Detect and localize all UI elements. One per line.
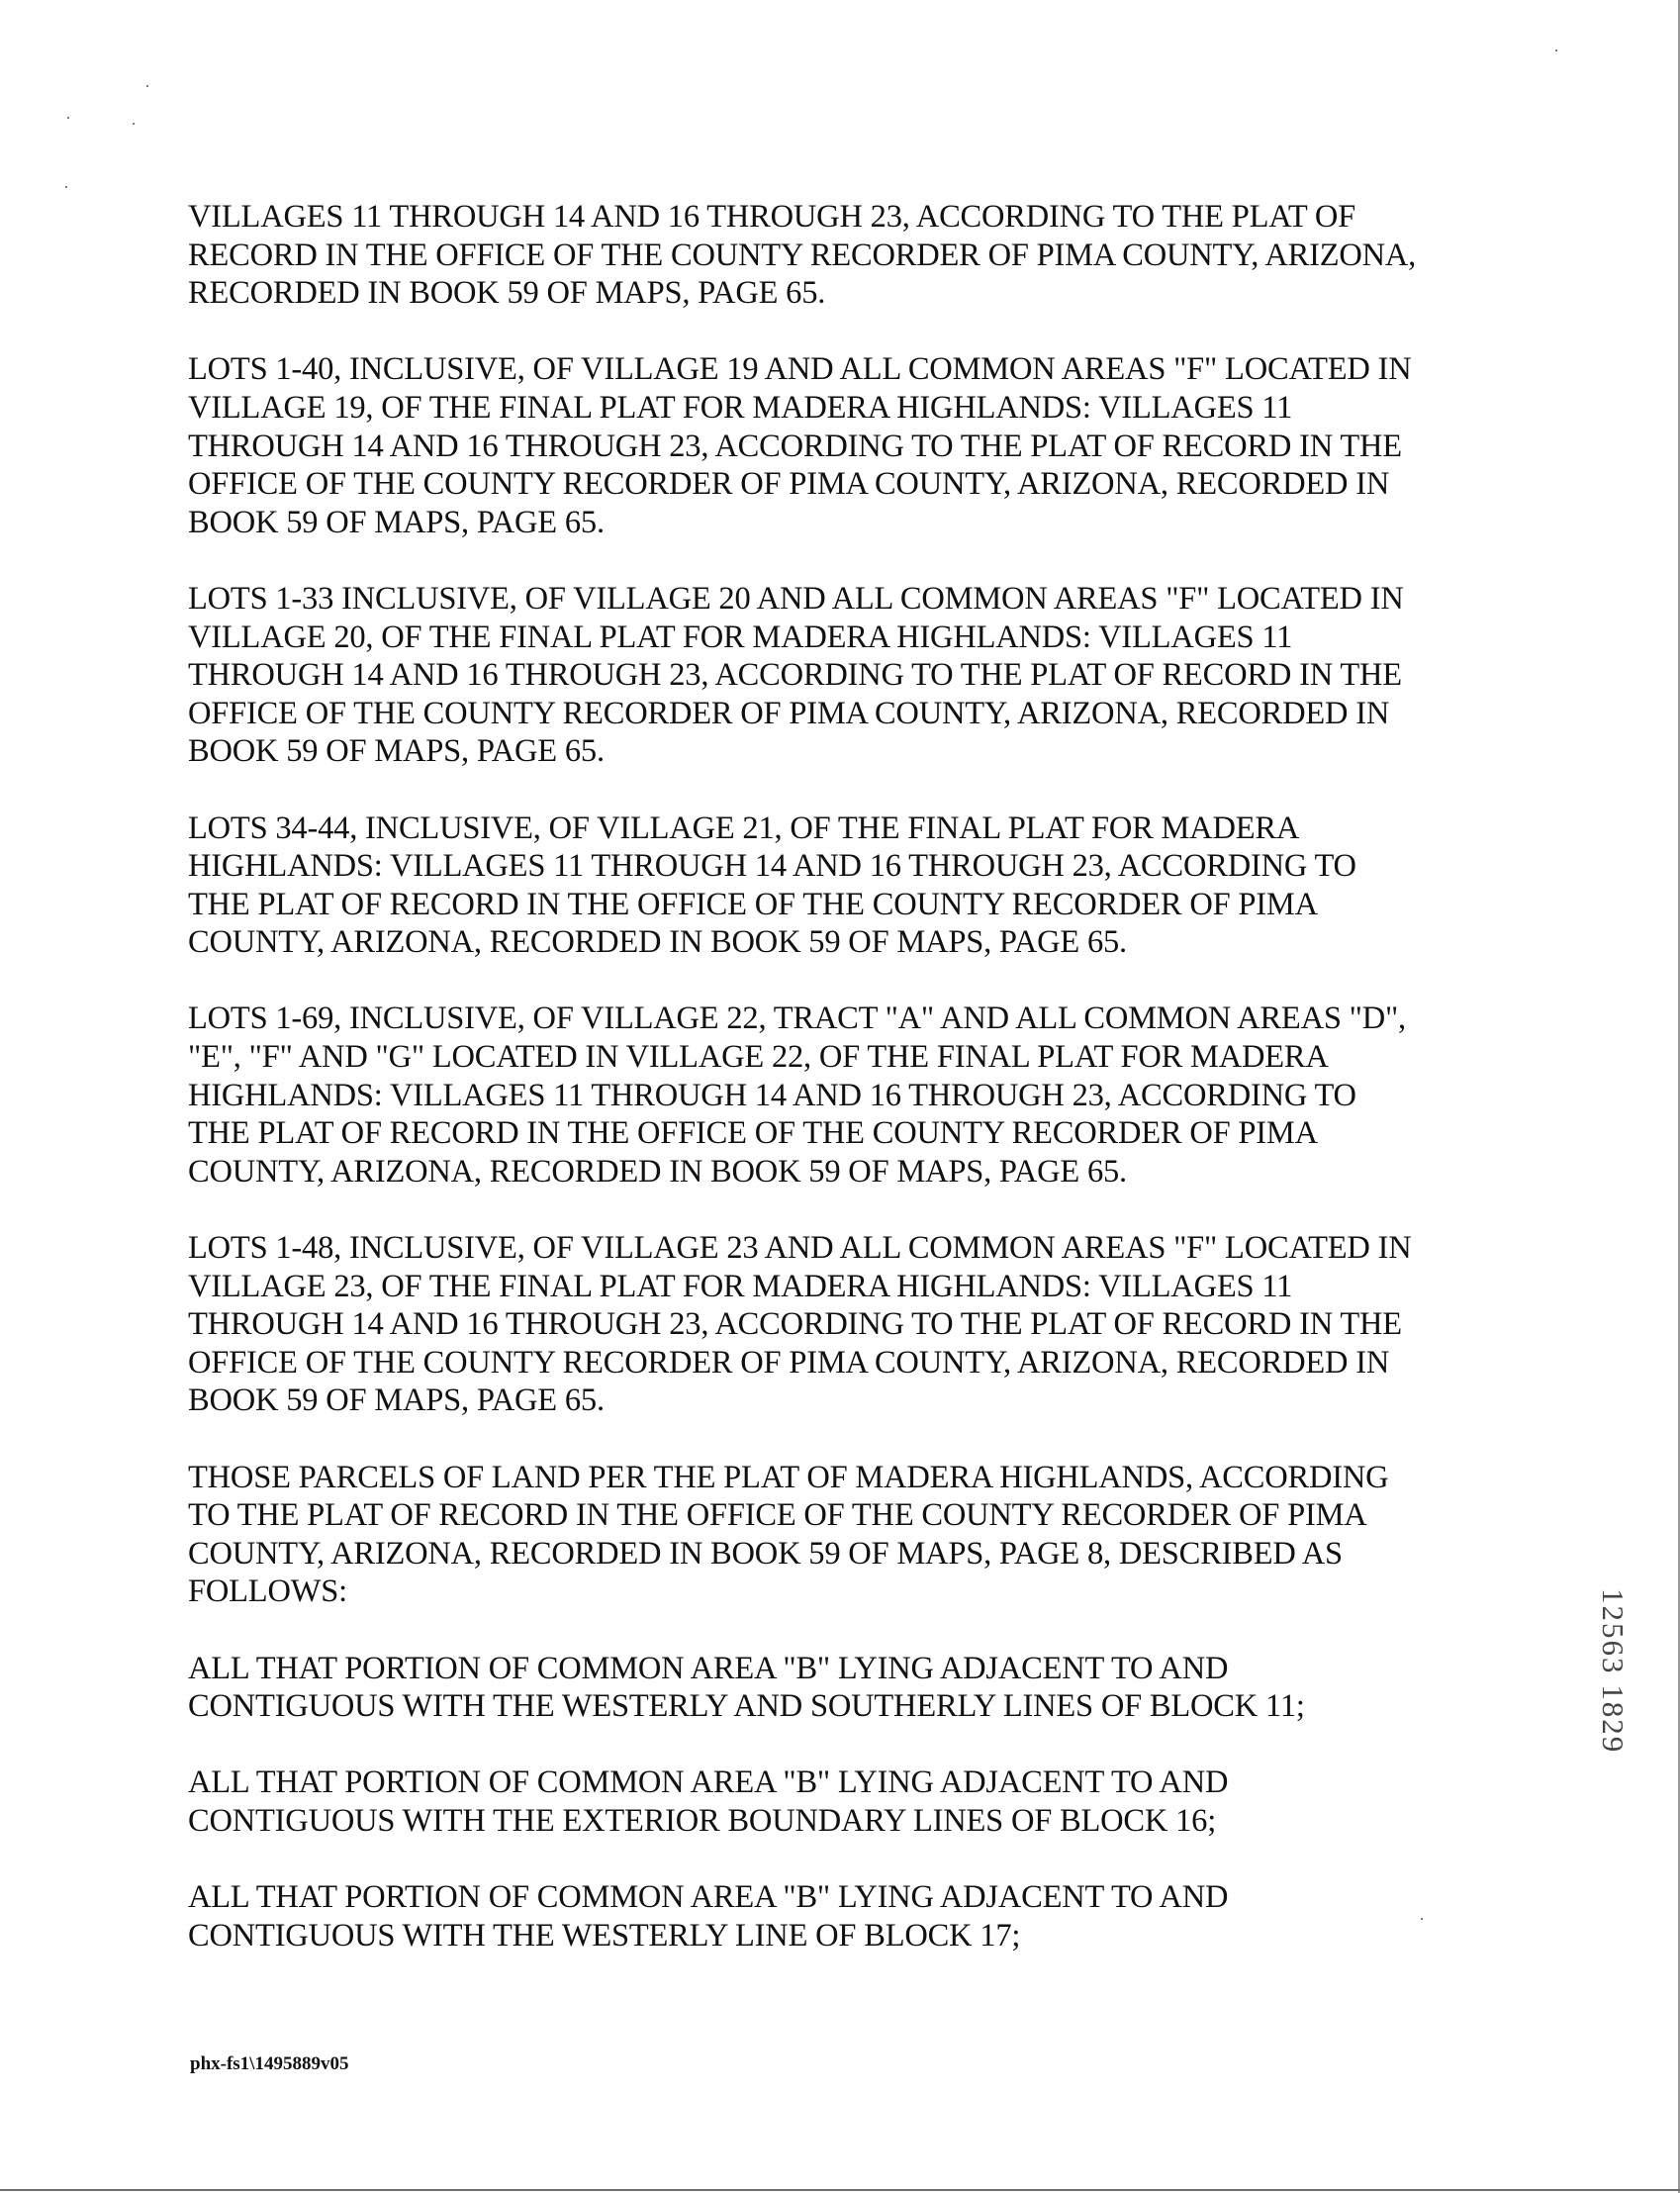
paragraph-village-21: LOTS 34-44, INCLUSIVE, OF VILLAGE 21, OF THE FINAL PLAT FOR MADERA HIGHLANDS: VILLAGES 11 THROUGH 14 AND 16 THROUGH 23, ACCORDING TO THE PLAT OF RECORD IN THE OFFICE OF THE COUNTY RECORDER OF PIMA COUNTY, ARIZONA, RECORDED IN BOOK 59 OF MAPS, PAGE 65. [188,810,1356,961]
paragraph-block-16: ALL THAT PORTION OF COMMON AREA "B" LYING ADJACENT TO AND CONTIGUOUS WITH THE EXTERIOR BOUNDARY LINES OF BLOCK 16; [188,1764,1229,1839]
paragraph-villages-11-23: VILLAGES 11 THROUGH 14 AND 16 THROUGH 23, ACCORDING TO THE PLAT OF RECORD IN THE OFFICE OF THE COUNTY RECORDER OF PIMA COUNTY, ARIZONA, RECORDED IN BOOK 59 OF MAPS, PAGE 65. [188,199,1417,312]
scan-speck [1555,49,1557,51]
paragraph-village-23: LOTS 1-48, INCLUSIVE, OF VILLAGE 23 AND ALL COMMON AREAS "F" LOCATED IN VILLAGE 23, OF THE FINAL PLAT FOR MADERA HIGHLANDS: VILLAGES 11 THROUGH 14 AND 16 THROUGH 23, ACCORDING TO THE PLAT OF RECORD IN THE OFFICE OF THE COUNTY RECORDER OF PIMA COUNTY, ARIZONA, RECORDED IN BOOK 59 OF MAPS, PAGE 65. [188,1230,1412,1419]
paragraph-village-22: LOTS 1-69, INCLUSIVE, OF VILLAGE 22, TRACT "A" AND ALL COMMON AREAS "D", "E", "F" AND "G" LOCATED IN VILLAGE 22, OF THE FINAL PLAT FOR MADERA HIGHLANDS: VILLAGES 11 THROUGH 14 AND 16 THROUGH 23, ACCORDING TO THE PLAT OF RECORD IN THE OFFICE OF THE COUNTY RECORDER OF PIMA COUNTY, ARIZONA, RECORDED IN BOOK 59 OF MAPS, PAGE 65. [188,1001,1406,1190]
paragraph-village-20: LOTS 1-33 INCLUSIVE, OF VILLAGE 20 AND ALL COMMON AREAS "F" LOCATED IN VILLAGE 20, OF THE FINAL PLAT FOR MADERA HIGHLANDS: VILLAGES 11 THROUGH 14 AND 16 THROUGH 23, ACCORDING TO THE PLAT OF RECORD IN THE OFFICE OF THE COUNTY RECORDER OF PIMA COUNTY, ARIZONA, RECORDED IN BOOK 59 OF MAPS, PAGE 65. [188,580,1404,770]
scan-speck [146,85,148,87]
page-bottom-border [0,2189,1680,2191]
legal-description-body [188,198,1514,1993]
document-footer-id: phx-fs1\1495889v05 [190,2053,349,2074]
paragraph-block-17: ALL THAT PORTION OF COMMON AREA "B" LYING ADJACENT TO AND CONTIGUOUS WITH THE WESTERLY LINE OF BLOCK 17; [188,1879,1229,1954]
paragraph-block-11: ALL THAT PORTION OF COMMON AREA "B" LYING ADJACENT TO AND CONTIGUOUS WITH THE WESTERLY AND SOUTHERLY LINES OF BLOCK 11; [188,1650,1305,1725]
scan-speck [67,117,69,119]
paragraph-village-19: LOTS 1-40, INCLUSIVE, OF VILLAGE 19 AND ALL COMMON AREAS "F" LOCATED IN VILLAGE 19, OF THE FINAL PLAT FOR MADERA HIGHLANDS: VILLAGES 11 THROUGH 14 AND 16 THROUGH 23, ACCORDING TO THE PLAT OF RECORD IN THE OFFICE OF THE COUNTY RECORDER OF PIMA COUNTY, ARIZONA, RECORDED IN BOOK 59 OF MAPS, PAGE 65. [188,351,1412,540]
recording-stamp: 12563 1829 [1596,1588,1631,1755]
paragraph-parcels-madera-highlands: THOSE PARCELS OF LAND PER THE PLAT OF MADERA HIGHLANDS, ACCORDING TO THE PLAT OF RECORD IN THE OFFICE OF THE COUNTY RECORDER OF PIMA COUNTY, ARIZONA, RECORDED IN BOOK 59 OF MAPS, PAGE 8, DESCRIBED AS FOLLOWS: [188,1459,1389,1610]
scan-speck [133,123,135,125]
scan-speck [65,186,67,188]
